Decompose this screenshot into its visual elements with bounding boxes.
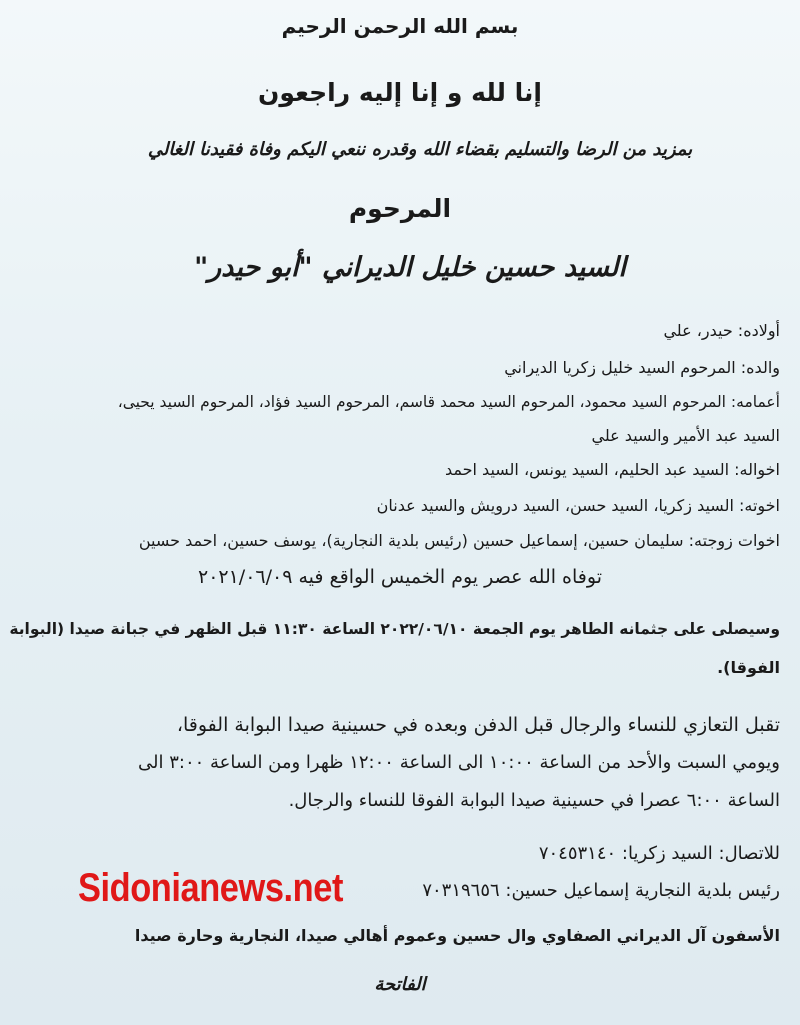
brothers-line: اخوته: السيد زكريا، السيد حسن، السيد درويش والسيد عدنان (376, 496, 780, 515)
uncles-line-2: السيد عبد الأمير والسيد علي (591, 426, 780, 445)
maternal-uncles-line: اخواله: السيد عبد الحليم، السيد يونس، السيد احمد (444, 460, 780, 479)
death-date-line: توفاه الله عصر يوم الخميس الواقع فيه ٢٠٢١/٠٦/٠٩ (197, 566, 602, 588)
condolences-line-2: ويومي السبت والأحد من الساعة ١٠:٠٠ الى الساعة ١٢:٠٠ ظهرا ومن الساعة ٣:٠٠ الى (138, 752, 780, 773)
condolences-line-1: تقبل التعازي للنساء والرجال قبل الدفن وبعده في حسينية صيدا البوابة الفوقا، (176, 714, 780, 736)
quran-verse: إنا لله و إنا إليه راجعون (258, 78, 542, 107)
condolences-line-3: الساعة ٦:٠٠ عصرا في حسينية صيدا البوابة الفوقا للنساء والرجال. (288, 790, 780, 811)
mourners-line: الأسفون آل الديراني الصفاوي وال حسين وعموم أهالي صيدا، النجارية وحارة صيدا (134, 926, 780, 945)
title-label: المرحوم (348, 194, 452, 223)
site-watermark: Sidonianews.net (78, 866, 343, 910)
wife-brothers-line: اخوات زوجته: سليمان حسين، إسماعيل حسين (رئيس بلدية النجارية)، يوسف حسين، احمد حسين (138, 531, 780, 550)
announcement-line: بمزيد من الرضا والتسليم بقضاء الله وقدره ننعي اليكم وفاة فقيدنا الغالي (147, 139, 693, 160)
children-line: أولاده: حيدر، علي (663, 321, 780, 340)
fatiha-footer: الفاتحة (374, 974, 426, 995)
basmala: بسم الله الرحمن الرحيم (281, 14, 519, 38)
deceased-name: السيد حسين خليل الديراني "أبو حيدر" (194, 252, 626, 283)
father-line: والده: المرحوم السيد خليل زكريا الديراني (504, 358, 780, 377)
funeral-line-1: وسيصلى على جثمانه الطاهر يوم الجمعة ٢٠٢٢/٠٦/١٠ الساعة ١١:٣٠ قبل الظهر في جبانة صيدا (البوابة (9, 620, 780, 638)
uncles-line-1: أعمامه: المرحوم السيد محمود، المرحوم السيد محمد قاسم، المرحوم السيد فؤاد، المرحوم السيد يحيى، (117, 393, 780, 411)
contact-line-2: رئيس بلدية النجارية إسماعيل حسين: ٧٠٣١٩٦٥٦ (422, 880, 780, 901)
funeral-line-2: الفوقا). (717, 658, 780, 677)
contact-line-1: للاتصال: السيد زكريا: ٧٠٤٥٣١٤٠ (538, 843, 780, 864)
